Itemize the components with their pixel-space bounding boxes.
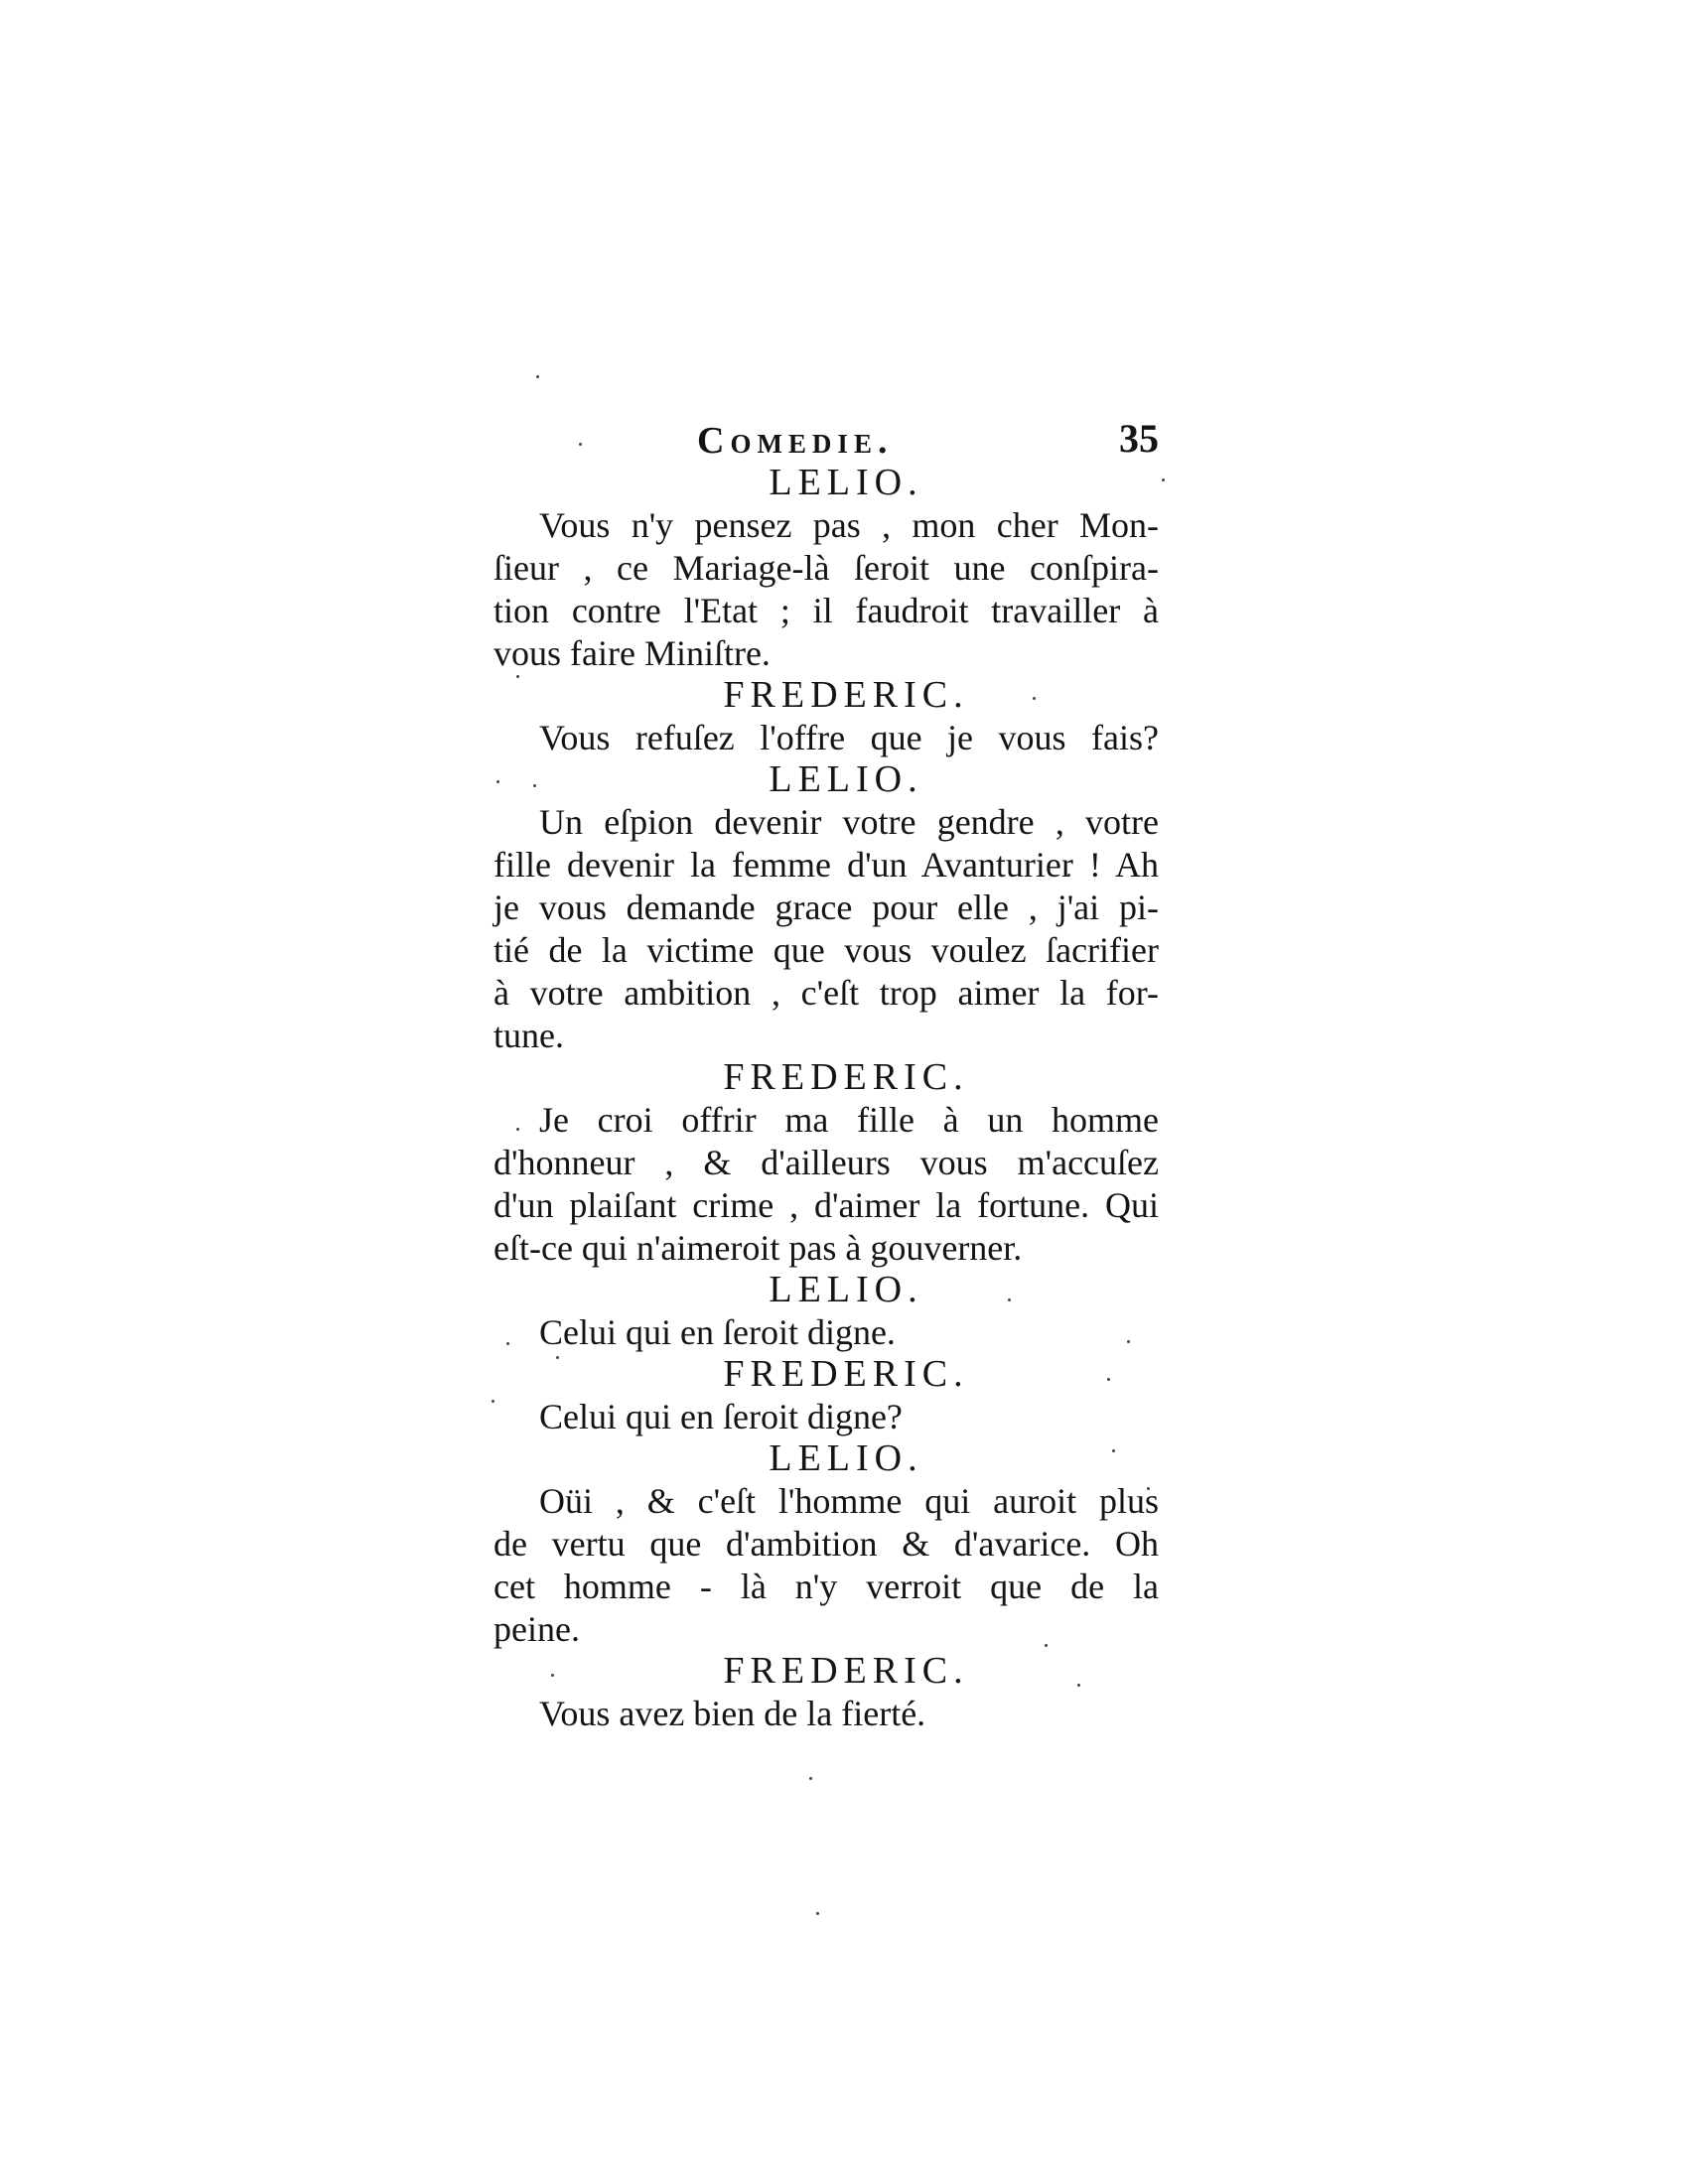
speech-line: d'honneur , & d'ailleurs vous m'accuſez: [493, 1143, 1159, 1182]
speech-text: [493, 1480, 1159, 1651]
speech-line: tune.: [493, 1016, 564, 1055]
speech-text: [493, 1693, 1159, 1735]
speech-text: [493, 1396, 1159, 1438]
speech-line: de vertu que d'ambition & d'avarice. Oh: [493, 1524, 1159, 1564]
speech-line: d'un plaiſant crime , d'aimer la fortune. Qui: [493, 1185, 1159, 1225]
running-title: Comedie.: [697, 420, 894, 462]
speech-line: Celui qui en ſeroit digne.: [539, 1312, 896, 1352]
speech-line: tié de la victime que vous voulez ſacrifier: [493, 930, 1159, 970]
speech-line: eſt-ce qui n'aimeroit pas à gouverner.: [493, 1228, 1023, 1268]
running-head: [493, 415, 1159, 463]
speaker-name: LELIO.: [769, 758, 923, 800]
speech-line: Oüi , & c'eſt l'homme qui auroit plus: [539, 1481, 1159, 1521]
speech-line: peine.: [493, 1609, 580, 1649]
speaker-name: LELIO.: [769, 462, 923, 503]
speech-line: tion contre l'Etat ; il faudroit travailler à: [493, 591, 1159, 630]
page-number: 35: [1119, 416, 1159, 461]
speech-text: [493, 801, 1159, 1057]
speaker-name: FREDERIC.: [723, 674, 969, 716]
speaker-name: FREDERIC.: [723, 1650, 969, 1692]
speech-line: vous faire Miniſtre.: [493, 633, 771, 673]
speaker-name: LELIO.: [769, 1269, 923, 1310]
speaker-name: LELIO.: [769, 1437, 923, 1479]
speech-line: à votre ambition , c'eſt trop aimer la for-: [493, 973, 1159, 1013]
speaker-name: FREDERIC.: [723, 1353, 969, 1395]
speech-text: [493, 717, 1159, 759]
speech-line: fille devenir la femme d'un Avanturier ! Ah: [493, 845, 1159, 885]
speech-text: [493, 504, 1159, 675]
speech-line: Vous avez bien de la fierté.: [539, 1694, 926, 1733]
text-block: [493, 415, 1159, 1735]
speech-line: Vous n'y pensez pas , mon cher Mon-: [539, 505, 1159, 545]
speech-line: Un eſpion devenir votre gendre , votre: [539, 802, 1159, 842]
speech-text: [493, 1099, 1159, 1270]
speech-line: cet homme - là n'y verroit que de la: [493, 1567, 1159, 1606]
speaker-name: FREDERIC.: [723, 1056, 969, 1098]
speech-line: je vous demande grace pour elle , j'ai pi-: [493, 887, 1159, 927]
speech-line: ſieur , ce Mariage-là ſeroit une conſpira-: [493, 548, 1159, 588]
speech-line: Celui qui en ſeroit digne?: [539, 1397, 903, 1436]
speech-line: Vous refuſez l'offre que je vous fais?: [539, 718, 1159, 757]
speech-text: [493, 1311, 1159, 1354]
speech-line: Je croi offrir ma fille à un homme: [539, 1100, 1159, 1140]
